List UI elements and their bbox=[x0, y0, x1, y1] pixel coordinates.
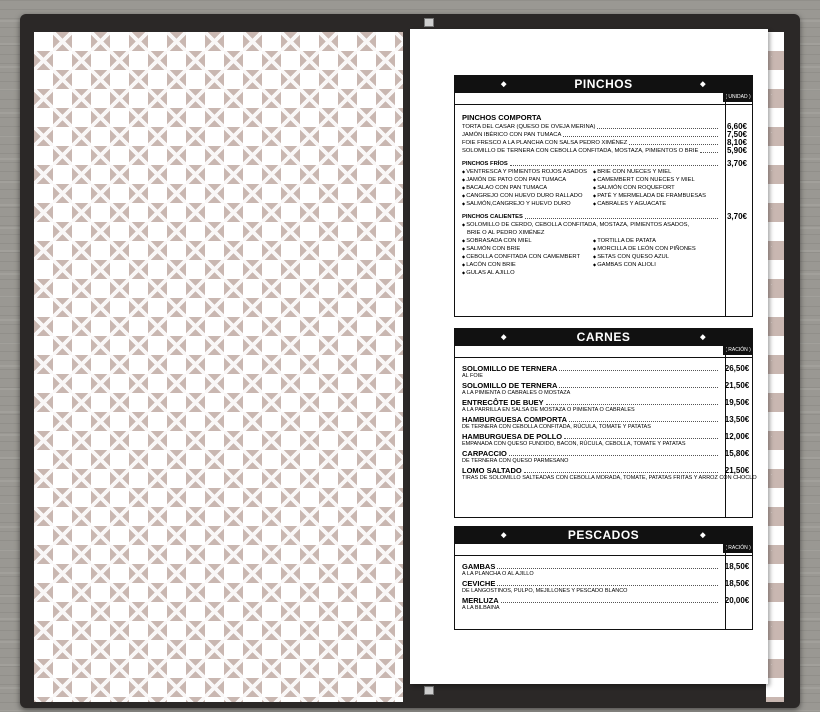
pattern-page bbox=[34, 32, 403, 702]
pinchos-calientes-lead2: BRIE O AL PEDRO XIMÉNEZ bbox=[467, 230, 545, 236]
pinchos-comporta-title: PINCHOS COMPORTA bbox=[462, 113, 542, 122]
dish-item: MERLUZA A LA BILBAINA 20,00€ bbox=[462, 596, 750, 611]
dish-item: SOLOMILLO DE TERNERA A LA PIMIENTA O CABRALES O MOSTAZA 21,50€ bbox=[462, 381, 750, 396]
dish-item: SOLOMILLO DE TERNERA AL FOIE 26,50€ bbox=[462, 364, 750, 379]
menu-item: SOLOMILLO DE TERNERA CON CEBOLLA CONFITADA, MOSTAZA, PIMIENTOS O BRIE 5,90€ bbox=[462, 147, 720, 155]
pescados-header: ◆ PESCADOS ◆ bbox=[455, 527, 752, 544]
price: 18,50€ bbox=[724, 579, 750, 588]
menu-sheet bbox=[410, 29, 768, 684]
pinchos-box bbox=[454, 75, 753, 317]
dish-item: LOMO SALTADO TIRAS DE SOLOMILLO SALTEADAS CON CEBOLLA MORADA, TOMATE, PATATAS FRITAS Y ARROZ CON CHOCLO 21,50€ bbox=[462, 466, 757, 481]
menu-item: JAMÓN IBÉRICO CON PAN TUMACA 7,50€ bbox=[462, 131, 720, 139]
menu-item: FOIE FRESCO A LA PLANCHA CON SALSA PEDRO XIMÉNEZ 8,10€ bbox=[462, 139, 720, 147]
price: 8,10€ bbox=[726, 138, 748, 147]
unit-tag: ( UNIDAD ) bbox=[723, 93, 752, 102]
price: 5,90€ bbox=[726, 146, 748, 155]
spine-clip-top bbox=[424, 18, 434, 27]
pinchos-calientes-list: ◆ SOBRASADA CON MIEL ◆ TORTILLA DE PATATA ◆ SALMÓN CON BRIE ◆ MORCILLA DE LEÓN CON PIÑONES ◆ CEBOLLA CONFITADA CON CAMEMBERT ◆ SETAS CON QUESO AZUL ◆ LACÓN CON BRIE ◆ GAMBAS CON ALIOLI ◆ GULAS AL AJILLO bbox=[462, 237, 720, 277]
price: 6,60€ bbox=[726, 122, 748, 131]
right-pattern-edge bbox=[766, 32, 784, 702]
price: 21,50€ bbox=[724, 381, 750, 390]
price: 13,50€ bbox=[724, 415, 750, 424]
price: 21,50€ bbox=[724, 466, 750, 475]
pinchos-calientes-lead: ◆ SOLOMILLO DE CERDO, CEBOLLA CONFITADA, MOSTAZA, PIMIENTOS ASADOS, bbox=[462, 221, 720, 229]
dish-item: HAMBURGUESA COMPORTA DE TERNERA CON CEBOLLA CONFITADA, RÚCULA, TOMATE Y PATATAS 13,50€ bbox=[462, 415, 750, 430]
price: 7,50€ bbox=[726, 130, 748, 139]
price: 12,00€ bbox=[724, 432, 750, 441]
pinchos-frios-title: PINCHOS FRÍOS 3,70€ bbox=[462, 160, 720, 168]
menu-item: TORTA DEL CASAR (QUESO DE OVEJA MERINA) 6,60€ bbox=[462, 123, 720, 131]
unit-tag: ( RACIÓN ) bbox=[723, 544, 752, 553]
dish-item: CARPACCIO DE TERNERA CON QUESO PARMESANO 15,80€ bbox=[462, 449, 750, 464]
price: 3,70€ bbox=[726, 159, 748, 168]
dish-item: ENTRECÔTE DE BUEY A LA PARRILLA EN SALSA DE MOSTAZA O PIMIENTA O CABRALES 19,50€ bbox=[462, 398, 750, 413]
spine-clip-bottom bbox=[424, 686, 434, 695]
price: 18,50€ bbox=[724, 562, 750, 571]
price: 3,70€ bbox=[726, 212, 748, 221]
pinchos-header: ◆ PINCHOS ◆ bbox=[455, 76, 752, 93]
unit-tag: ( RACIÓN ) bbox=[723, 346, 752, 355]
pinchos-frios-list: ◆ VENTRESCA Y PIMIENTOS ROJOS ASADOS ◆ BRIE CON NUECES Y MIEL ◆ JAMÓN DE PATO CON PAN TUMACA ◆ CAMEMBERT CON NUECES Y MIEL ◆ BACALAO CON PAN TUMACA ◆ SALMÓN CON ROQUEFORT ◆ CANGREJO CON HUEVO DURO RALLADO ◆ PATÉ Y MERMELADA DE FRAMBUESAS ◆ SALMÓN,CANGREJO Y HUEVO DURO ◆ CABRALES Y AGUACATE bbox=[462, 168, 720, 208]
pinchos-calientes-title: PINCHOS CALIENTES 3,70€ bbox=[462, 213, 720, 221]
price: 19,50€ bbox=[724, 398, 750, 407]
dish-item: CEVICHE DE LANGOSTINOS, PULPO, MEJILLONES Y PESCADO BLANCO 18,50€ bbox=[462, 579, 750, 594]
price: 20,00€ bbox=[724, 596, 750, 605]
carnes-header: ◆ CARNES ◆ bbox=[455, 329, 752, 346]
dish-item: HAMBURGUESA DE POLLO EMPANADA CON QUESO FUNDIDO, BACON, RÚCULA, CEBOLLA, TOMATE Y PATATAS 12,00€ bbox=[462, 432, 750, 447]
dish-item: GAMBAS A LA PLANCHA O AL AJILLO 18,50€ bbox=[462, 562, 750, 577]
pescados-box bbox=[454, 526, 753, 630]
carnes-box bbox=[454, 328, 757, 518]
price: 15,80€ bbox=[724, 449, 750, 458]
price: 26,50€ bbox=[724, 364, 750, 373]
